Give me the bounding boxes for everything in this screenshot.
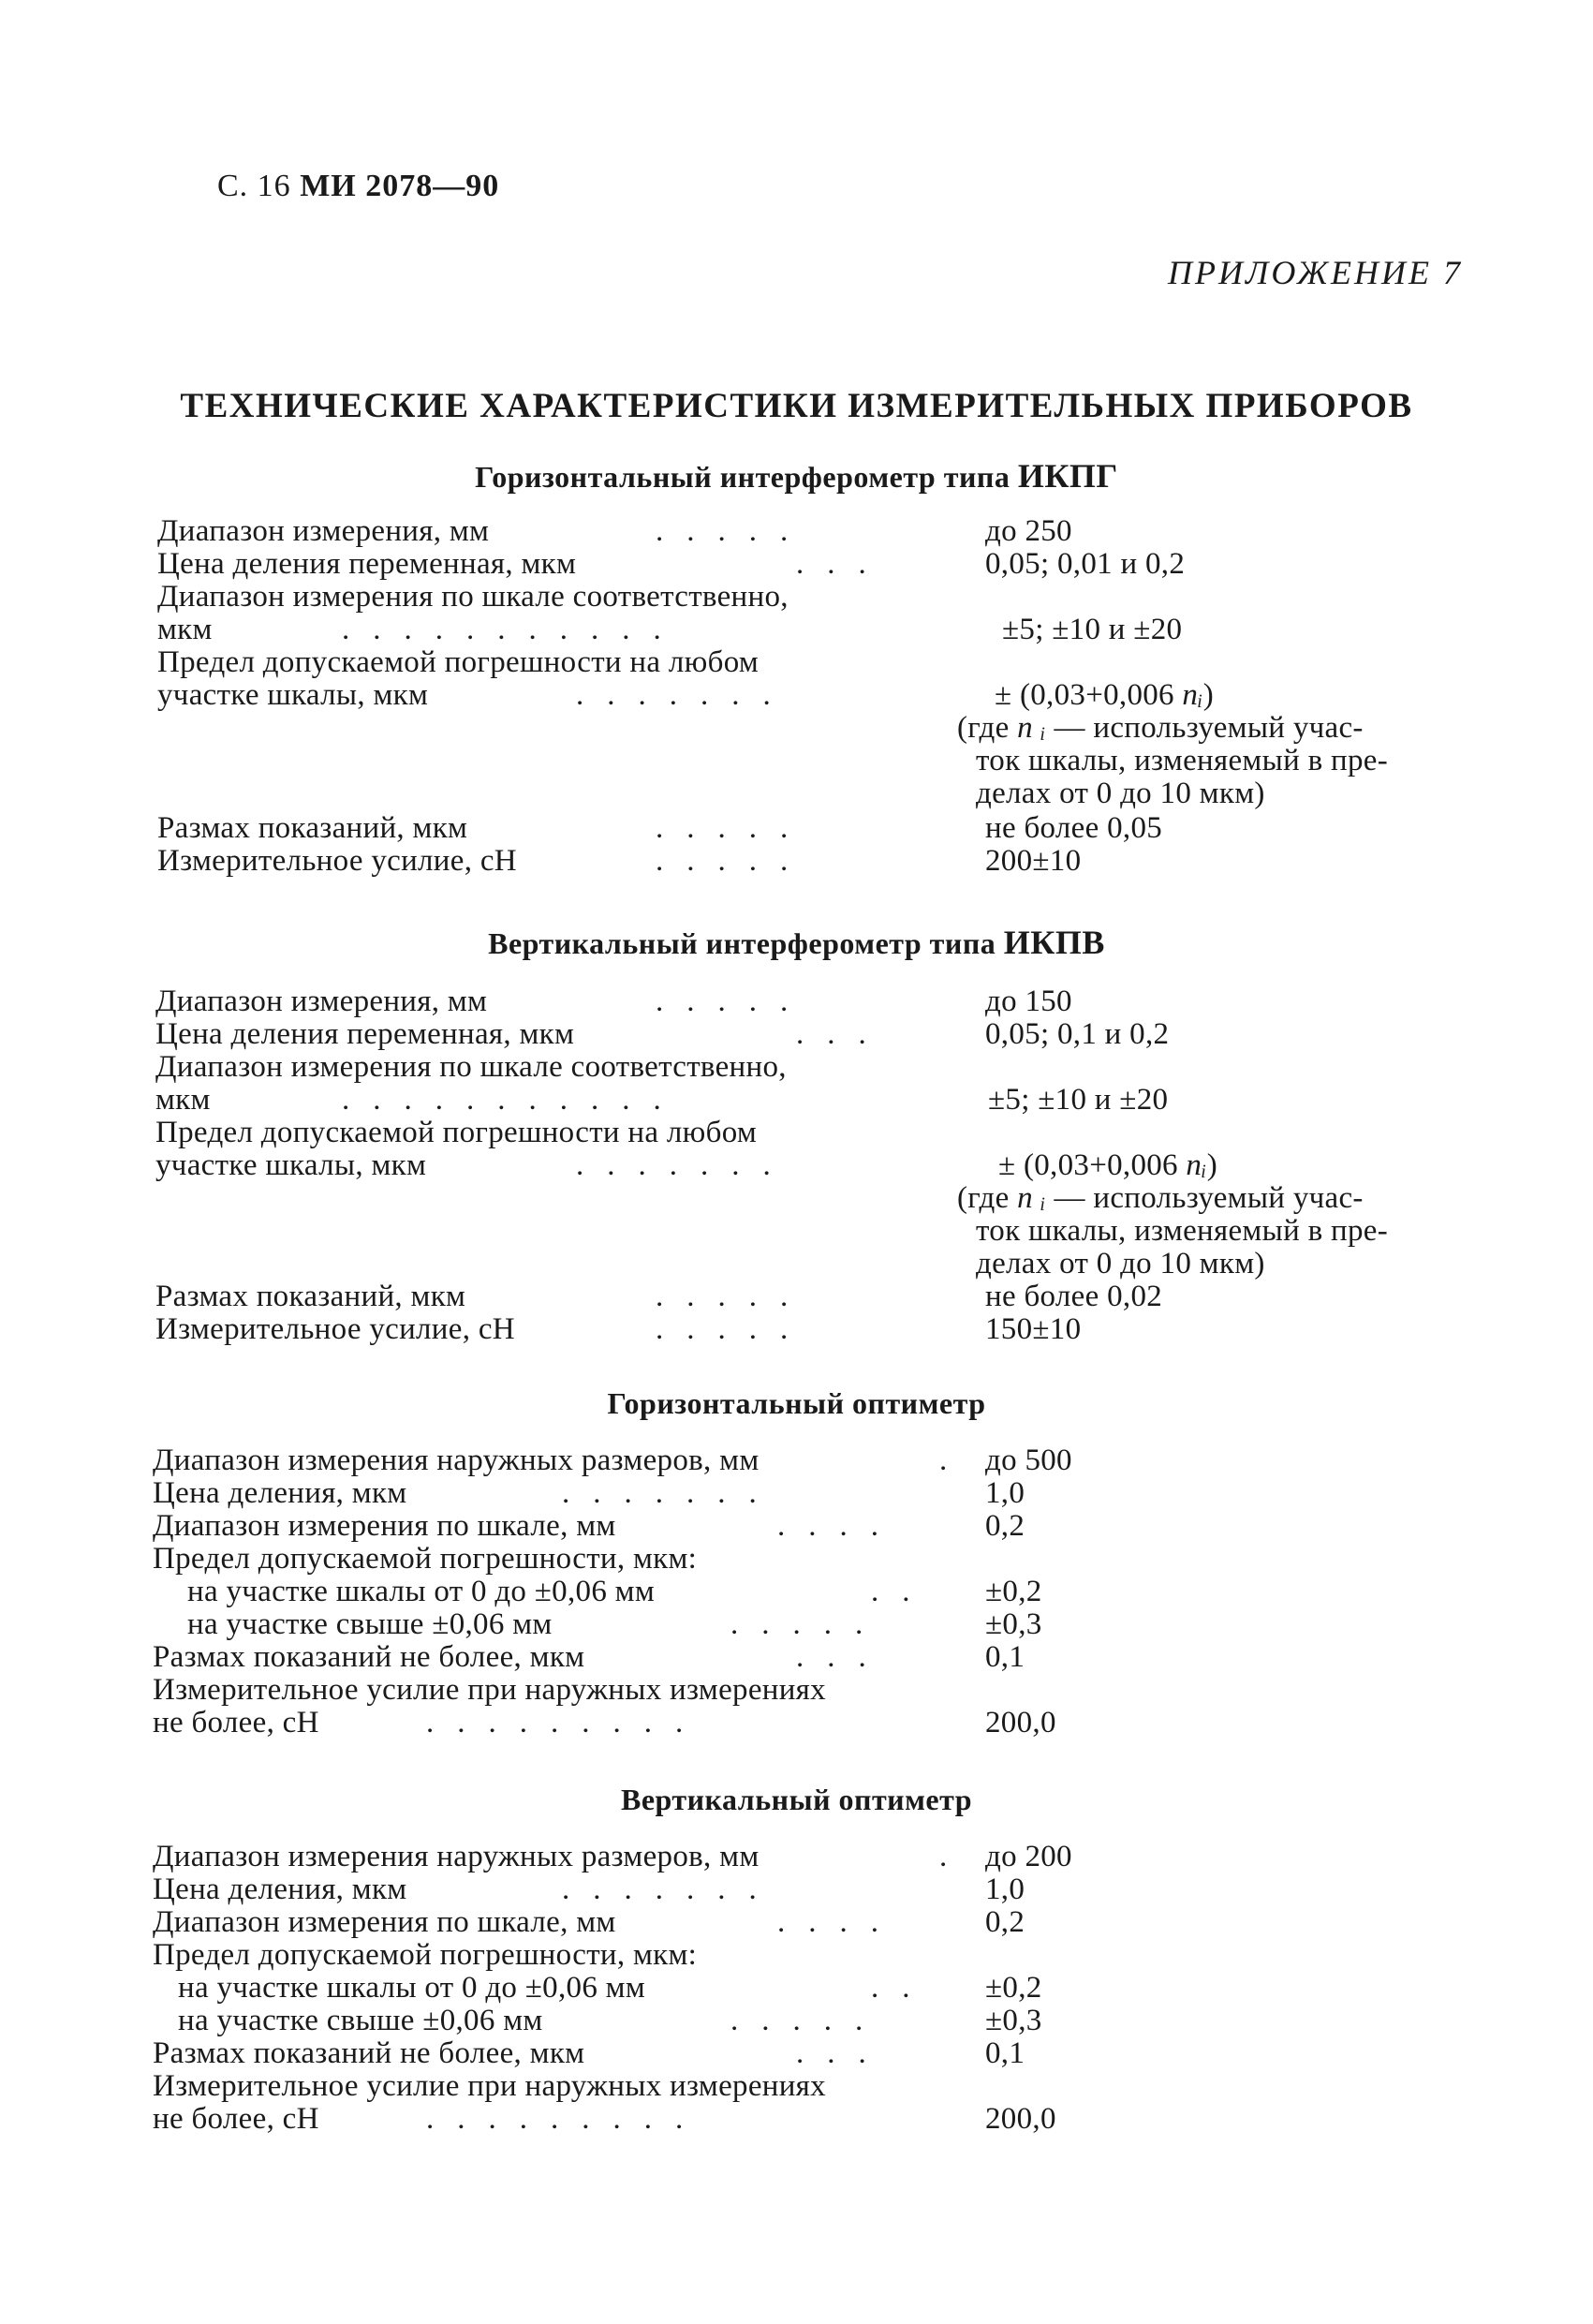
spec-label: на участке шкалы от 0 до ±0,06 мм (178, 1971, 646, 2005)
spec-note: ток шкалы, изменяемый в пре- (976, 744, 1389, 777)
spec-label: Цена деления переменная, мкм (157, 547, 577, 581)
page-header (217, 169, 499, 204)
section-heading-ikpg: Горизонтальный интерферометр типа ИКПГ (475, 457, 1118, 495)
spec-value: не более 0,05 (985, 811, 1163, 845)
spec-label: Размах показаний, мкм (155, 1280, 466, 1313)
leader-dots: ... (796, 2036, 890, 2070)
leader-dots: ..... (656, 844, 812, 878)
leader-dots: ....... (562, 1476, 780, 1510)
spec-label: Предел допускаемой погрешности на любом (157, 645, 760, 679)
spec-label: Измерительное усилие при наружных измерениях (153, 1673, 826, 1707)
spec-label: Предел допускаемой погрешности на любом (155, 1116, 758, 1149)
leader-dots: ... (796, 547, 890, 581)
leader-dots: ..... (656, 1312, 812, 1346)
leader-dots: ..... (656, 984, 812, 1018)
spec-label: Диапазон измерения, мм (157, 514, 490, 548)
spec-label: на участке свыше ±0,06 мм (178, 2004, 543, 2037)
spec-label: на участке свыше ±0,06 мм (187, 1607, 553, 1641)
spec-value: 0,1 (985, 1640, 1025, 1674)
section-heading-horizontal-optimeter: Горизонтальный оптиметр (607, 1386, 986, 1420)
leader-dots: .. (871, 1971, 934, 2005)
spec-value: ± (0,03+0,006 nᵢ) (995, 678, 1215, 712)
leader-dots: ......... (426, 1706, 707, 1739)
leader-dots: ..... (656, 1280, 812, 1313)
spec-label: Цена деления переменная, мкм (155, 1017, 575, 1051)
leader-dots: ......... (426, 2102, 707, 2136)
spec-value: ±0,3 (985, 1607, 1042, 1641)
spec-label: участке шкалы, мкм (155, 1148, 427, 1182)
leader-dots: ....... (562, 1873, 780, 1906)
spec-label: Размах показаний не более, мкм (153, 2036, 585, 2070)
page-number: С. 16 (217, 169, 291, 203)
spec-value: 200,0 (985, 2102, 1056, 2136)
spec-label: Предел допускаемой погрешности, мкм: (153, 1542, 698, 1576)
page-title: ТЕХНИЧЕСКИЕ ХАРАКТЕРИСТИКИ ИЗМЕРИТЕЛЬНЫХ ПРИБОРОВ (180, 387, 1413, 425)
spec-value: до 150 (985, 984, 1072, 1018)
leader-dots: ....... (576, 1148, 794, 1182)
spec-label: Диапазон измерения по шкале, мм (153, 1509, 616, 1543)
spec-value: 1,0 (985, 1873, 1025, 1906)
type-code: ИКПВ (1003, 924, 1105, 961)
leader-dots: ....... (576, 678, 794, 712)
document-number: МИ 2078—90 (300, 169, 500, 203)
leader-dots: ..... (656, 811, 812, 845)
spec-value: до 250 (985, 514, 1072, 548)
spec-label: Предел допускаемой погрешности, мкм: (153, 1938, 698, 1972)
spec-label: мкм (155, 1083, 211, 1117)
spec-label: Измерительное усилие, сН (157, 844, 517, 878)
leader-dots: ........... (342, 613, 685, 646)
spec-label: Измерительное усилие, сН (155, 1312, 515, 1346)
type-code: ИКПГ (1017, 457, 1118, 495)
spec-value: 1,0 (985, 1476, 1025, 1510)
spec-value: ± (0,03+0,006 nᵢ) (998, 1148, 1218, 1182)
leader-dots: . (939, 1443, 971, 1477)
spec-value: 200±10 (985, 844, 1082, 878)
leader-dots: ... (796, 1017, 890, 1051)
leader-dots: ........... (342, 1083, 685, 1117)
spec-label: Диапазон измерения по шкале, мм (153, 1905, 616, 1939)
section-heading-ikpv: Вертикальный интерферометр типа ИКПВ (488, 924, 1105, 961)
spec-note: (где n ᵢ — используемый учас- (957, 711, 1364, 745)
spec-value: ±0,2 (985, 1575, 1042, 1608)
spec-label: Диапазон измерения наружных размеров, мм (153, 1443, 760, 1477)
spec-value: 0,05; 0,1 и 0,2 (985, 1017, 1170, 1051)
spec-label: Измерительное усилие при наружных измерениях (153, 2069, 826, 2103)
spec-value: 0,2 (985, 1509, 1025, 1543)
spec-label: участке шкалы, мкм (157, 678, 429, 712)
spec-value: ±5; ±10 и ±20 (988, 1083, 1169, 1117)
spec-value: 0,2 (985, 1905, 1025, 1939)
leader-dots: ..... (730, 1607, 887, 1641)
spec-value: ±0,3 (985, 2004, 1042, 2037)
leader-dots: . (939, 1840, 971, 1873)
spec-value: до 500 (985, 1443, 1072, 1477)
spec-label: на участке шкалы от 0 до ±0,06 мм (187, 1575, 656, 1608)
spec-label: Цена деления, мкм (153, 1476, 407, 1510)
spec-label: Диапазон измерения по шкале соответственно, (157, 580, 789, 614)
spec-label: не более, сН (153, 1706, 319, 1739)
leader-dots: ..... (656, 514, 812, 548)
spec-value: ±0,2 (985, 1971, 1042, 2005)
appendix-label: ПРИЛОЖЕНИЕ 7 (1168, 254, 1463, 291)
spec-label: мкм (157, 613, 213, 646)
spec-value: 150±10 (985, 1312, 1082, 1346)
leader-dots: .. (871, 1575, 934, 1608)
spec-value: 200,0 (985, 1706, 1056, 1739)
leader-dots: ..... (730, 2004, 887, 2037)
spec-note: делах от 0 до 10 мкм) (976, 777, 1265, 810)
spec-label: не более, сН (153, 2102, 319, 2136)
spec-value: до 200 (985, 1840, 1072, 1873)
spec-label: Цена деления, мкм (153, 1873, 407, 1906)
spec-value: 0,05; 0,01 и 0,2 (985, 547, 1186, 581)
leader-dots: ... (796, 1640, 890, 1674)
spec-label: Размах показаний не более, мкм (153, 1640, 585, 1674)
leader-dots: .... (777, 1905, 902, 1939)
spec-note: (где n ᵢ — используемый учас- (957, 1181, 1364, 1215)
spec-value: не более 0,02 (985, 1280, 1163, 1313)
spec-label: Диапазон измерения, мм (155, 984, 488, 1018)
spec-note: ток шкалы, изменяемый в пре- (976, 1214, 1389, 1248)
section-heading-vertical-optimeter: Вертикальный оптиметр (620, 1783, 973, 1816)
leader-dots: .... (777, 1509, 902, 1543)
spec-note: делах от 0 до 10 мкм) (976, 1247, 1265, 1280)
spec-value: ±5; ±10 и ±20 (1002, 613, 1183, 646)
spec-label: Диапазон измерения по шкале соответственно, (155, 1050, 787, 1084)
spec-value: 0,1 (985, 2036, 1025, 2070)
spec-label: Диапазон измерения наружных размеров, мм (153, 1840, 760, 1873)
spec-label: Размах показаний, мкм (157, 811, 468, 845)
